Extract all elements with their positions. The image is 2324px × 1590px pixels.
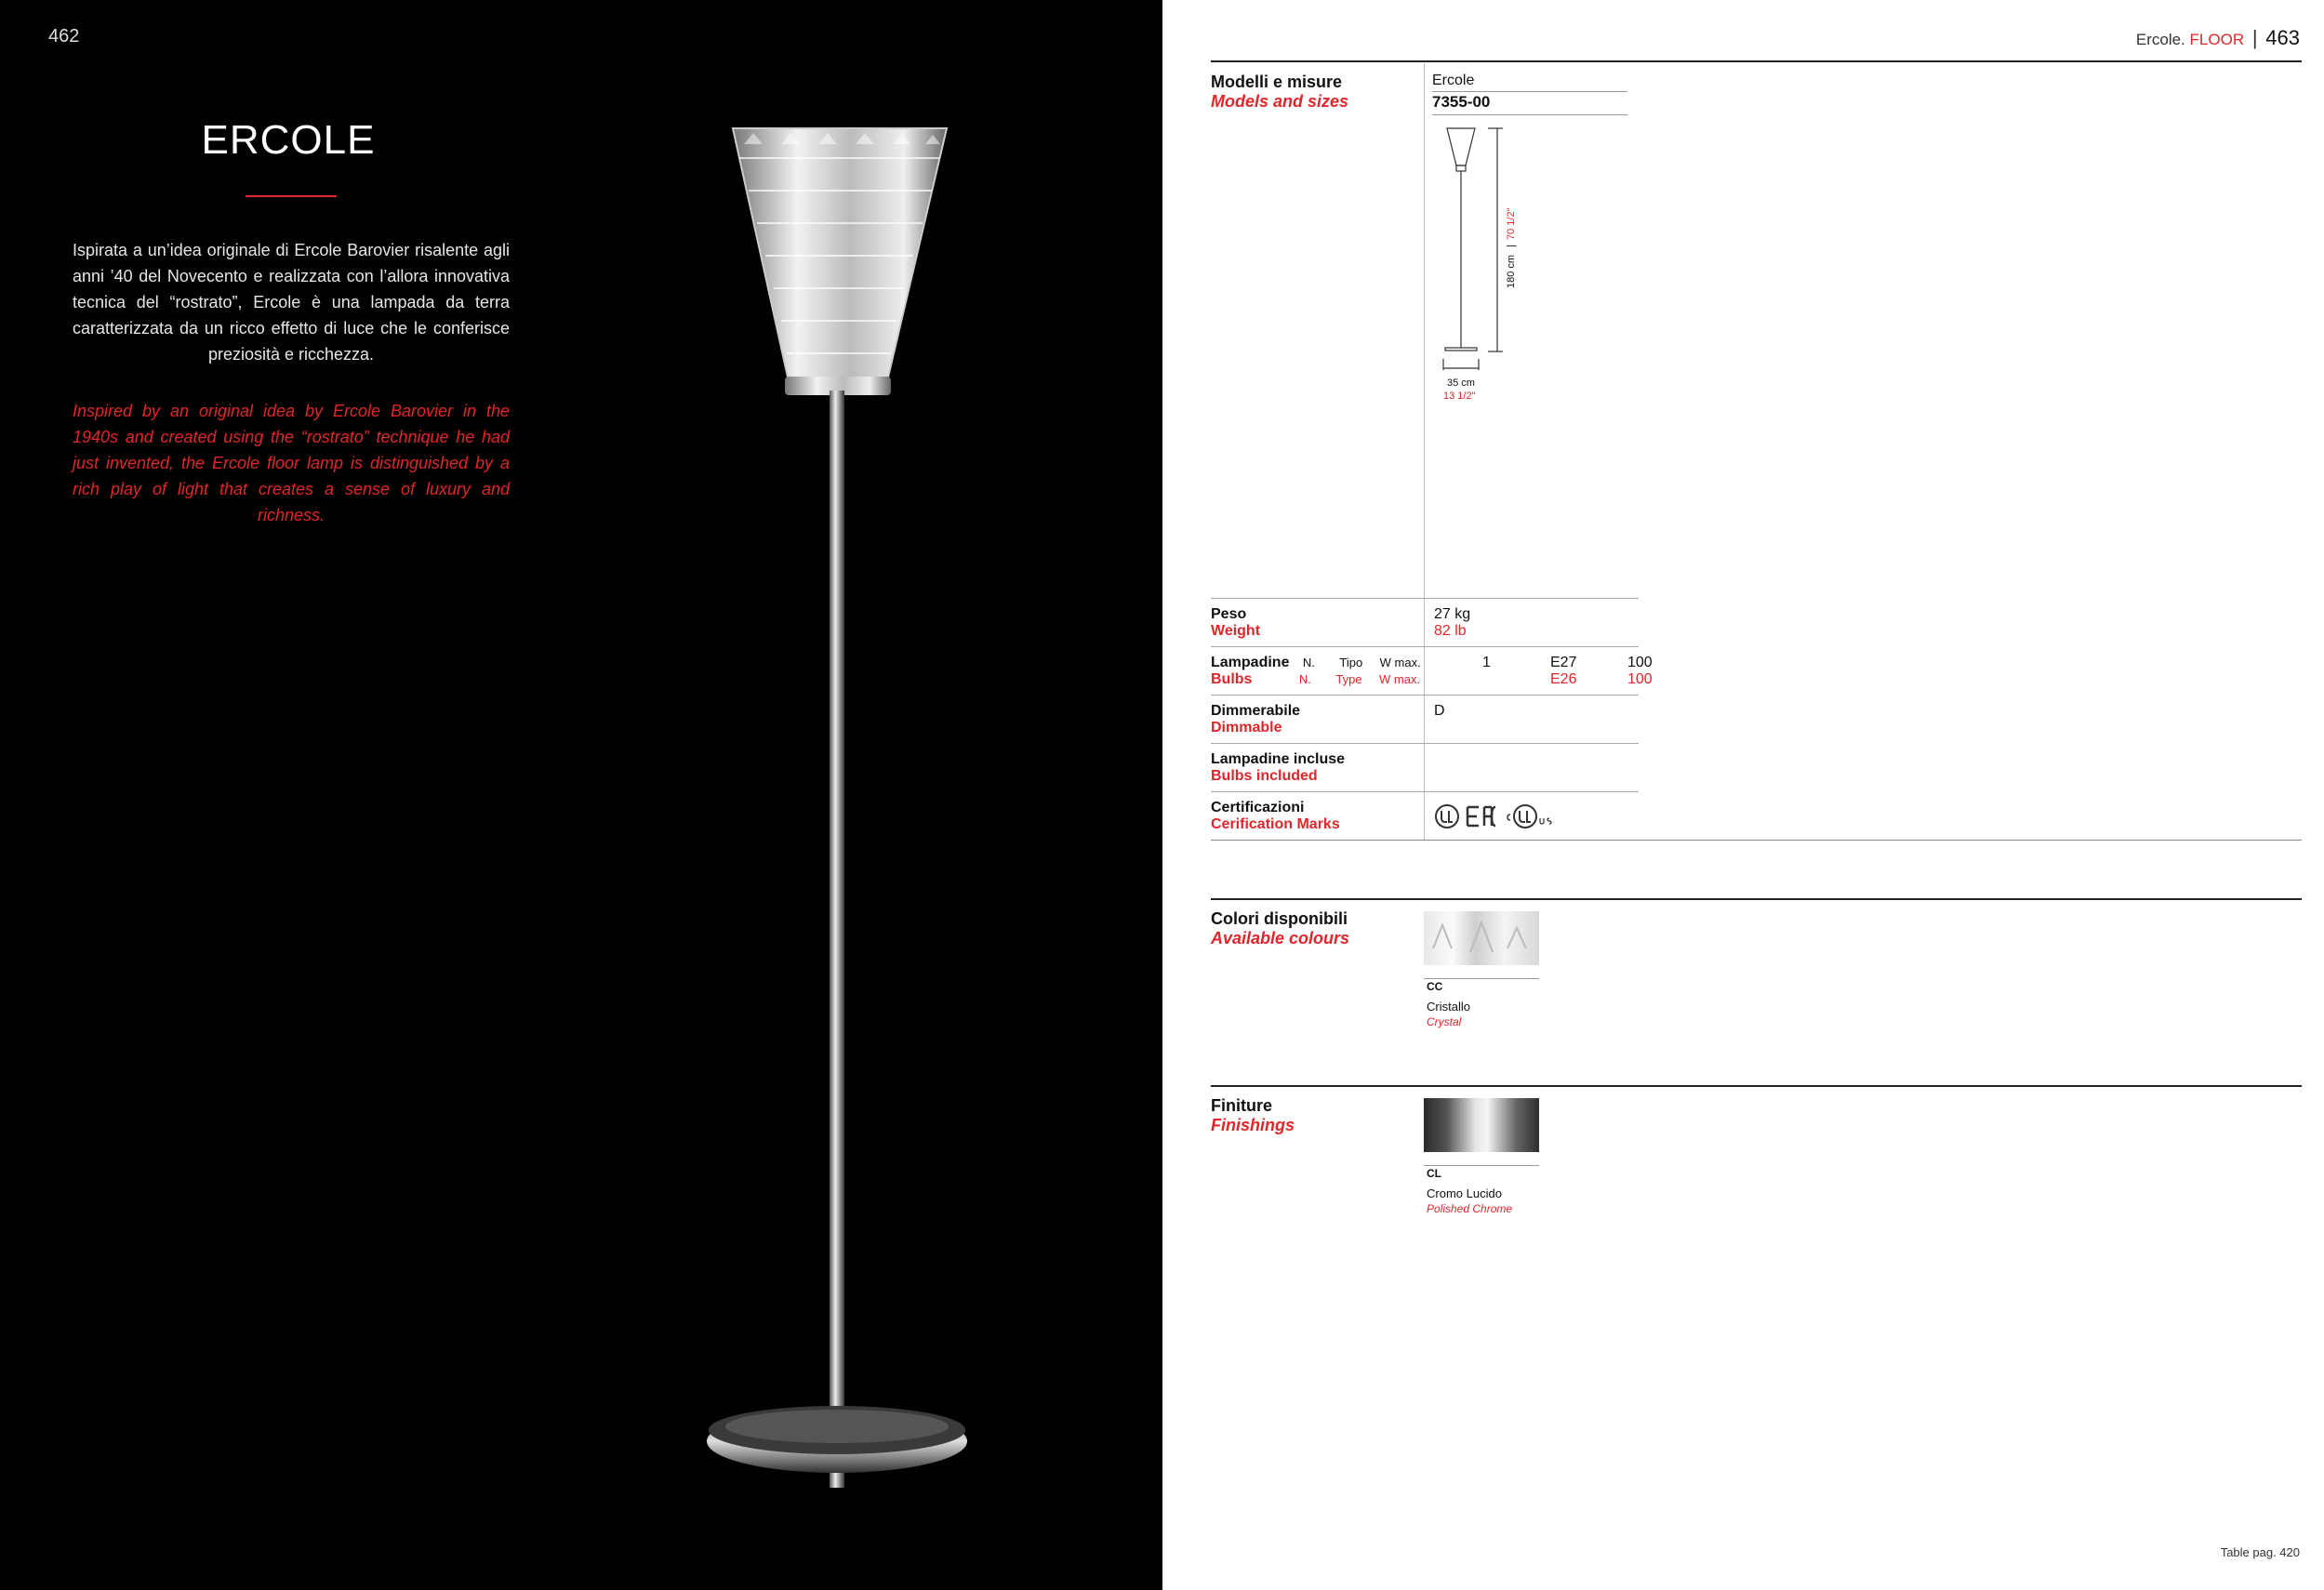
bulbs-col-wmax-it: W max.: [1379, 656, 1421, 669]
weight-label-en: Weight: [1211, 623, 1261, 639]
bulbs-row: [1211, 646, 1653, 696]
certifications-label-en: Cerification Marks: [1211, 816, 1340, 832]
top-rule: [1211, 60, 2302, 62]
bulbs-col-type-it: Tipo: [1339, 656, 1363, 669]
finishings-rule: [1211, 1085, 2302, 1087]
finishing-name-en: Polished Chrome: [1427, 1202, 1513, 1215]
bulbs-type-us: E26: [1550, 671, 1577, 687]
certifications-label-it: Certificazioni: [1211, 800, 1305, 815]
finishings-label-en: Finishings: [1211, 1116, 1295, 1134]
bulbs-included-row: [1211, 743, 1639, 792]
bulbs-wmax-eu: 100: [1627, 655, 1653, 670]
width-cm: 35 cm: [1447, 378, 1475, 389]
colours-rule: [1211, 898, 2302, 900]
weight-kg: 27 kg: [1434, 606, 1471, 622]
table-bottom-rule: [1211, 840, 2302, 841]
colours-label-en: Available colours: [1211, 929, 1350, 947]
colours-swatch-rule: [1424, 978, 1539, 979]
certification-marks-icon: [1434, 802, 1555, 831]
colours-label: [1211, 909, 1349, 948]
height-separator: |: [1506, 245, 1517, 247]
bulbs-col-wmax-en: W max.: [1379, 672, 1421, 686]
height-cm: 180 cm: [1506, 254, 1517, 288]
bulbs-col-type-en: Type: [1335, 672, 1362, 686]
bulbs-type-eu: E27: [1550, 655, 1577, 670]
bulbs-col-n-it: N.: [1302, 656, 1315, 669]
finishing-code: CL: [1427, 1167, 1441, 1180]
models-label-it: Modelli e misure: [1211, 73, 1343, 91]
width-inches: 13 1/2": [1443, 391, 1476, 402]
bulbs-label-it: Lampadine: [1211, 655, 1290, 670]
weight-lb: 82 lb: [1434, 623, 1467, 639]
weight-row: [1211, 598, 1639, 647]
header-product-name: Ercole.: [2135, 31, 2185, 48]
bulbs-col-n-en: N.: [1298, 672, 1311, 686]
certifications-row: [1211, 791, 1639, 841]
product-title: ERCOLE: [201, 117, 376, 163]
model-code: 7355-00: [1432, 93, 1627, 115]
page-number-right: 463: [2265, 26, 2300, 49]
colours-label-it: Colori disponibili: [1211, 909, 1348, 928]
lamp-technical-drawing: [1432, 121, 1581, 418]
bulbs-label-en: Bulbs: [1211, 671, 1253, 687]
colour-name-it: Cristallo: [1427, 1000, 1470, 1014]
crystal-swatch[interactable]: [1424, 911, 1539, 965]
dimmable-label-it: Dimmerabile: [1211, 703, 1301, 719]
floor-lamp-image: [688, 112, 986, 1497]
bulbs-wmax-us: 100: [1627, 671, 1653, 687]
page-number-left: 462: [48, 26, 80, 46]
dimmable-value: D: [1434, 703, 1445, 719]
description-english: Inspired by an original idea by Ercole Barovier in the 1940s and created using the “rostrato” technique he had just invented, the Ercole floor lamp is distinguished by a rich play of light that creates a sense of luxury and richness.: [73, 402, 510, 524]
description-italian: Ispirata a un’idea originale di Ercole Barovier risalente agli anni ’40 del Novecento e realizzata con l’allora innovativa tecnica del “rostrato”, Ercole è una lampada da terra caratterizzata da un ricco effetto di luce che le conferisce preziosità e ricchezza.: [73, 241, 510, 364]
colour-name-en: Crystal: [1427, 1015, 1462, 1028]
bulbs-n: 1: [1482, 655, 1491, 670]
height-inches: 70 1/2": [1506, 207, 1517, 240]
finishings-label-it: Finiture: [1211, 1096, 1272, 1115]
page-header: [2136, 26, 2300, 50]
header-category: FLOOR: [2189, 31, 2245, 48]
title-underline: [246, 195, 337, 197]
finishings-label: [1211, 1096, 1295, 1135]
model-name: Ercole: [1432, 73, 1627, 92]
polished-chrome-swatch[interactable]: [1424, 1098, 1539, 1152]
models-label: [1211, 73, 1348, 112]
bulbs-included-label-en: Bulbs included: [1211, 768, 1318, 784]
models-label-en: Models and sizes: [1211, 92, 1349, 111]
footer-table-reference: Table pag. 420: [2220, 1545, 2300, 1559]
dimmable-row: [1211, 695, 1639, 744]
finishings-swatch-rule: [1424, 1165, 1539, 1166]
dimmable-label-en: Dimmable: [1211, 720, 1282, 735]
colour-code: CC: [1427, 980, 1443, 993]
bulbs-included-label-it: Lampadine incluse: [1211, 751, 1346, 767]
finishing-name-it: Cromo Lucido: [1427, 1186, 1502, 1200]
header-separator: |: [2251, 26, 2258, 49]
weight-label-it: Peso: [1211, 606, 1247, 622]
right-page: [1162, 0, 2324, 1590]
